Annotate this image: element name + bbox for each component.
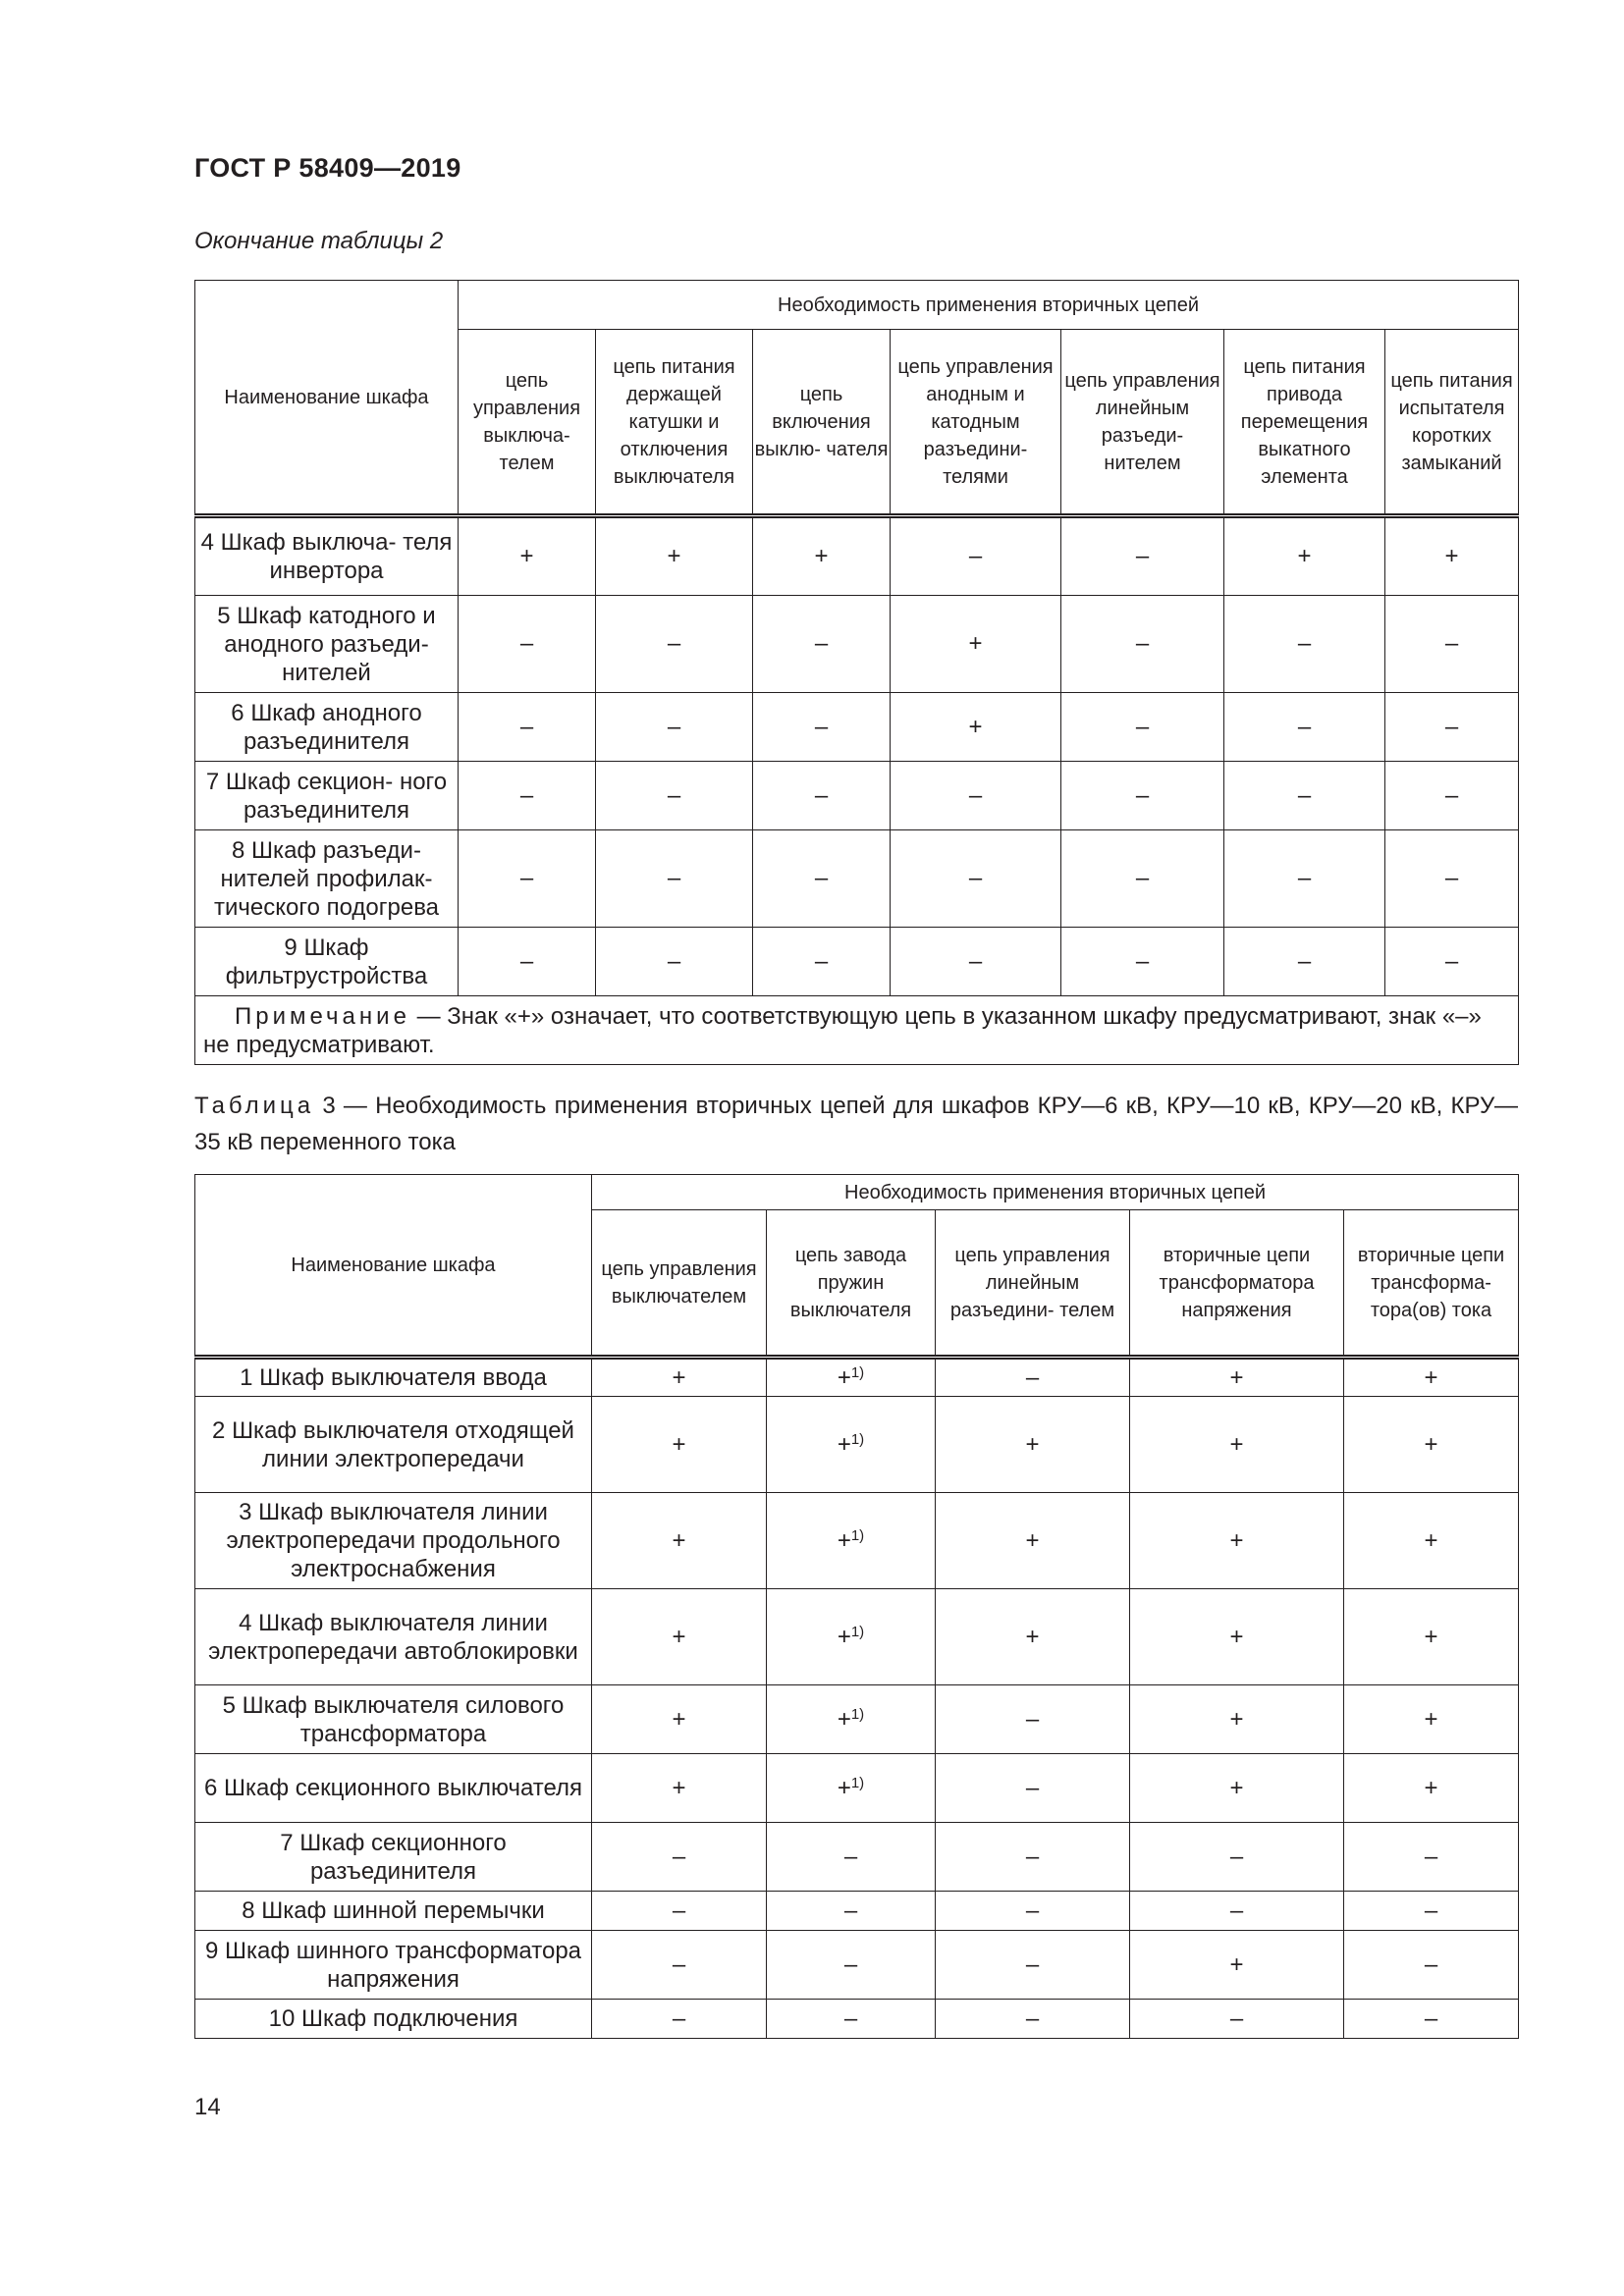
table-row — [195, 1358, 1519, 1397]
table-row — [195, 1685, 1519, 1754]
mark-cell: – — [1130, 1823, 1344, 1892]
mark-cell: – — [459, 762, 596, 830]
mark-value: + — [837, 1623, 851, 1650]
mark-cell: + — [891, 596, 1061, 693]
table-row — [195, 1931, 1519, 2000]
mark-cell: – — [753, 830, 891, 928]
table2-column-header: цепь питания испытателя коротких замыканий — [1385, 330, 1519, 516]
table3-caption-text: 3 — Необходимость применения вторичных цепей для шкафов КРУ—6 кВ, КРУ—10 кВ, КРУ—20 кВ, КРУ—35 кВ переменного тока — [194, 1093, 1518, 1155]
mark-cell: – — [891, 762, 1061, 830]
mark-cell: – — [596, 928, 753, 996]
mark-cell: + — [592, 1754, 767, 1823]
row-name: 6 Шкаф секционного выключателя — [195, 1754, 592, 1823]
mark-cell: – — [596, 830, 753, 928]
footnote-mark: 1) — [850, 1705, 865, 1723]
mark-cell: – — [1061, 693, 1224, 762]
mark-cell: – — [1385, 762, 1519, 830]
mark-cell: + — [1130, 1931, 1344, 2000]
footnote-mark: 1) — [850, 1774, 865, 1791]
mark-cell — [767, 1589, 936, 1685]
mark-cell: + — [592, 1493, 767, 1589]
mark-cell: + — [1130, 1358, 1344, 1397]
mark-cell: + — [936, 1397, 1130, 1493]
mark-cell: – — [753, 596, 891, 693]
mark-cell: – — [1344, 1892, 1519, 1931]
mark-cell: – — [891, 830, 1061, 928]
mark-cell: – — [936, 1823, 1130, 1892]
table-continuation-label: Окончание таблицы 2 — [194, 228, 444, 254]
row-name: 9 Шкаф шинного трансформатора напряжения — [195, 1931, 592, 2000]
table-row — [195, 2000, 1519, 2039]
table-row — [195, 1892, 1519, 1931]
mark-cell — [767, 1358, 936, 1397]
mark-cell: + — [1385, 516, 1519, 596]
table-row — [195, 928, 1519, 996]
mark-cell: – — [753, 693, 891, 762]
mark-cell: – — [1385, 928, 1519, 996]
mark-cell: + — [1224, 516, 1385, 596]
table-2 — [194, 280, 1519, 1065]
table-row — [195, 1754, 1519, 1823]
mark-cell: + — [592, 1358, 767, 1397]
mark-cell: – — [936, 1754, 1130, 1823]
mark-cell: – — [1061, 928, 1224, 996]
mark-cell: – — [767, 1931, 936, 2000]
table2-column-header: цепь управления анодным и катодным разъедини- телями — [891, 330, 1061, 516]
table2-column-header: цепь включения выклю- чателя — [753, 330, 891, 516]
mark-cell: + — [1130, 1685, 1344, 1754]
mark-cell: – — [1344, 1931, 1519, 2000]
table-row — [195, 1397, 1519, 1493]
mark-cell: – — [459, 830, 596, 928]
footnote-mark: 1) — [850, 1363, 865, 1381]
mark-cell: – — [1385, 830, 1519, 928]
mark-cell: – — [592, 1931, 767, 2000]
mark-cell: + — [1344, 1589, 1519, 1685]
note-text: — Знак «+» означает, что соответствующую цепь в указанном шкафу предусматривают, знак «–» не предусматривают. — [203, 1002, 1482, 1058]
table3-caption-label: Таблица — [194, 1093, 315, 1119]
mark-cell: – — [596, 693, 753, 762]
table-3 — [194, 1174, 1519, 2039]
mark-cell: + — [592, 1685, 767, 1754]
table-row — [195, 693, 1519, 762]
mark-cell: – — [1130, 1892, 1344, 1931]
mark-cell: – — [767, 2000, 936, 2039]
footnote-mark: 1) — [850, 1623, 865, 1640]
mark-cell: + — [1130, 1493, 1344, 1589]
table-row — [195, 596, 1519, 693]
row-name: 3 Шкаф выключателя линии электропередачи продольного электроснабжения — [195, 1493, 592, 1589]
mark-cell — [767, 1754, 936, 1823]
mark-cell: – — [1224, 693, 1385, 762]
mark-cell: – — [1061, 596, 1224, 693]
mark-cell: + — [891, 693, 1061, 762]
mark-value: + — [837, 1363, 851, 1391]
mark-cell — [767, 1685, 936, 1754]
mark-cell: – — [767, 1892, 936, 1931]
mark-cell: + — [1130, 1754, 1344, 1823]
row-name: 10 Шкаф подключения — [195, 2000, 592, 2039]
table2-column-header: цепь управления линейным разъеди- нителем — [1061, 330, 1224, 516]
table2-column-header: цепь питания привода перемещения выкатного элемента — [1224, 330, 1385, 516]
table-row — [195, 1823, 1519, 1892]
table-row — [195, 516, 1519, 596]
row-name: 7 Шкаф секционного разъединителя — [195, 1823, 592, 1892]
mark-cell: – — [1385, 693, 1519, 762]
row-name: 1 Шкаф выключателя ввода — [195, 1358, 592, 1397]
mark-value: + — [837, 1705, 851, 1733]
table-row — [195, 762, 1519, 830]
mark-cell: – — [936, 2000, 1130, 2039]
mark-cell: – — [1061, 516, 1224, 596]
mark-cell: + — [1344, 1358, 1519, 1397]
table2-column-header: цепь питания держащей катушки и отключения выключателя — [596, 330, 753, 516]
mark-cell: + — [1344, 1685, 1519, 1754]
table3-caption — [194, 1088, 1518, 1160]
table2-note — [195, 996, 1519, 1065]
row-name: 9 Шкаф фильтрустройства — [195, 928, 459, 996]
mark-cell: – — [1344, 2000, 1519, 2039]
table2-group-header: Необходимость применения вторичных цепей — [459, 281, 1519, 330]
mark-cell: + — [936, 1493, 1130, 1589]
table3-name-header: Наименование шкафа — [195, 1175, 592, 1358]
mark-cell: – — [1224, 596, 1385, 693]
table3-column-header: цепь завода пружин выключателя — [767, 1210, 936, 1358]
mark-cell: – — [592, 2000, 767, 2039]
mark-cell: – — [459, 928, 596, 996]
mark-cell: – — [459, 693, 596, 762]
row-name: 2 Шкаф выключателя отходящей линии электропередачи — [195, 1397, 592, 1493]
mark-cell: – — [936, 1685, 1130, 1754]
footnote-mark: 1) — [850, 1430, 865, 1448]
row-name: 6 Шкаф анодного разъединителя — [195, 693, 459, 762]
mark-cell: – — [891, 516, 1061, 596]
row-name: 7 Шкаф секцион- ного разъединителя — [195, 762, 459, 830]
mark-cell: – — [936, 1892, 1130, 1931]
table-row — [195, 1589, 1519, 1685]
table3-column-header: вторичные цепи трансформа- тора(ов) тока — [1344, 1210, 1519, 1358]
table3-column-header: цепь управления выключателем — [592, 1210, 767, 1358]
page-number: 14 — [194, 2094, 221, 2120]
mark-value: + — [837, 1430, 851, 1458]
mark-cell: – — [1061, 830, 1224, 928]
note-label: Примечание — [235, 1002, 410, 1030]
mark-cell: – — [1385, 596, 1519, 693]
row-name: 4 Шкаф выключа- теля инвертора — [195, 516, 459, 596]
mark-cell: + — [753, 516, 891, 596]
mark-value: + — [837, 1526, 851, 1554]
mark-cell: – — [936, 1358, 1130, 1397]
row-name: 8 Шкаф шинной перемычки — [195, 1892, 592, 1931]
mark-cell — [767, 1493, 936, 1589]
row-name: 5 Шкаф катодного и анодного разъеди- нителей — [195, 596, 459, 693]
mark-cell: + — [1344, 1493, 1519, 1589]
footnote-mark: 1) — [850, 1526, 865, 1544]
mark-value: + — [837, 1774, 851, 1801]
mark-cell: + — [592, 1589, 767, 1685]
document-id: ГОСТ Р 58409—2019 — [194, 153, 461, 183]
mark-cell: – — [1224, 830, 1385, 928]
mark-cell: – — [753, 928, 891, 996]
mark-cell: – — [592, 1823, 767, 1892]
table3-group-header: Необходимость применения вторичных цепей — [592, 1175, 1519, 1210]
mark-cell: + — [596, 516, 753, 596]
table-row — [195, 830, 1519, 928]
row-name: 5 Шкаф выключателя силового трансформатора — [195, 1685, 592, 1754]
mark-cell: – — [1224, 762, 1385, 830]
mark-cell: – — [596, 762, 753, 830]
mark-cell: – — [1061, 762, 1224, 830]
mark-cell: – — [767, 1823, 936, 1892]
mark-cell: – — [891, 928, 1061, 996]
mark-cell: – — [596, 596, 753, 693]
mark-cell: – — [459, 596, 596, 693]
mark-cell: + — [1344, 1754, 1519, 1823]
mark-cell: + — [459, 516, 596, 596]
mark-cell: + — [1344, 1397, 1519, 1493]
table2-column-header: цепь управления выключа- телем — [459, 330, 596, 516]
row-name: 4 Шкаф выключателя линии электропередачи автоблокировки — [195, 1589, 592, 1685]
mark-cell: – — [1344, 1823, 1519, 1892]
mark-cell: – — [936, 1931, 1130, 2000]
mark-cell: + — [1130, 1589, 1344, 1685]
mark-cell: + — [1130, 1397, 1344, 1493]
mark-cell: – — [753, 762, 891, 830]
mark-cell: – — [1130, 2000, 1344, 2039]
table2-name-header: Наименование шкафа — [195, 281, 459, 516]
mark-cell: – — [1224, 928, 1385, 996]
mark-cell: – — [592, 1892, 767, 1931]
table3-column-header: вторичные цепи трансформатора напряжения — [1130, 1210, 1344, 1358]
row-name: 8 Шкаф разъеди- нителей профилак- тического подогрева — [195, 830, 459, 928]
table3-column-header: цепь управления линейным разъедини- телем — [936, 1210, 1130, 1358]
mark-cell: + — [936, 1589, 1130, 1685]
table-row — [195, 1493, 1519, 1589]
mark-cell: + — [592, 1397, 767, 1493]
mark-cell — [767, 1397, 936, 1493]
